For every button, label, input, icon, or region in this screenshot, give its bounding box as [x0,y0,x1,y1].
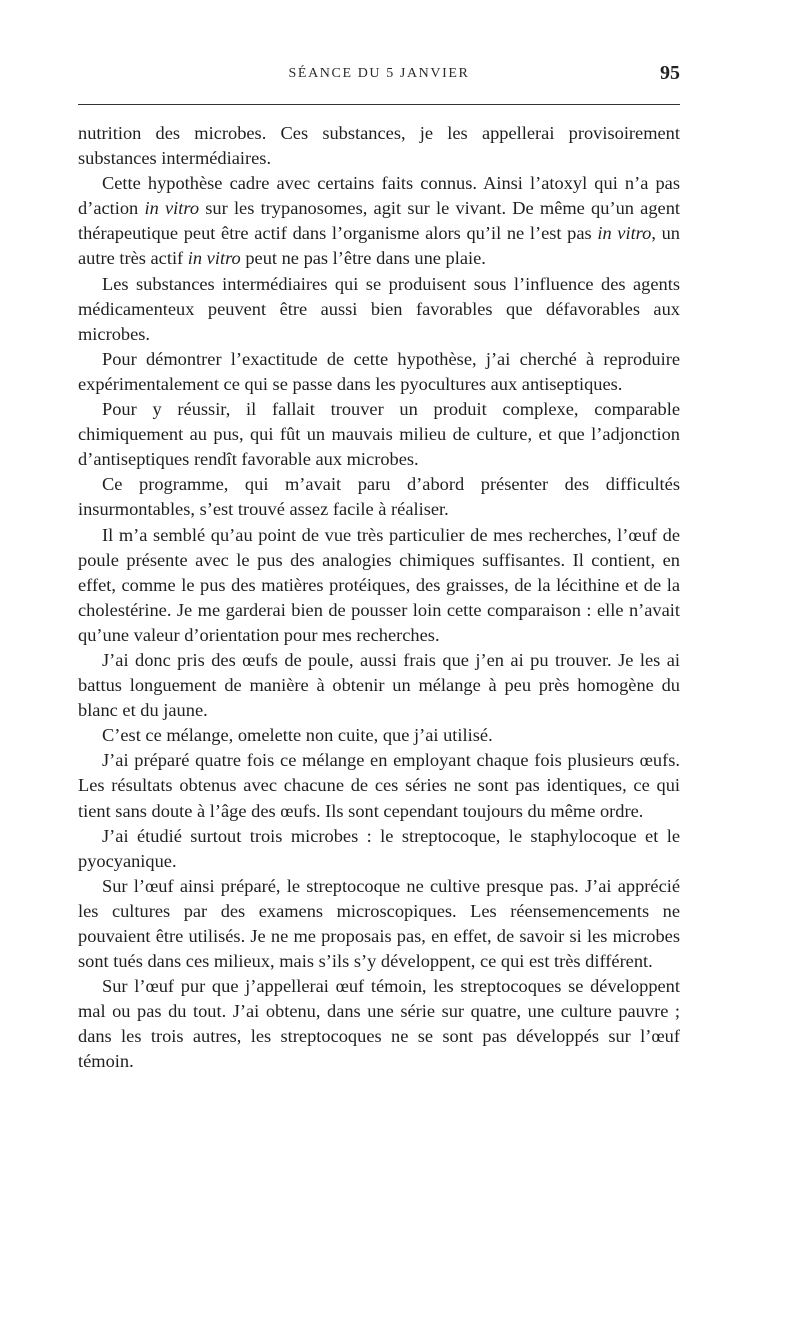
paragraph: Ce programme, qui m’avait paru d’abord présenter des difficultés insurmontables, s’est trouvé assez facile à réaliser. [78,474,680,520]
paragraph: J’ai préparé quatre fois ce mélange en employant chaque fois plusieurs œufs. Les résultats obtenus avec chacune de ces séries ne sont pas identiques, ce qui tient sans doute à l’âge des œufs. Ils sont cependant toujours du même ordre. [78,750,680,821]
paragraph: nutrition des microbes. Ces substances, je les appellerai provisoirement substances intermédiaires. [78,123,680,169]
running-head [78,62,680,86]
running-title: SÉANCE DU 5 JANVIER [288,66,470,81]
paragraph: J’ai étudié surtout trois microbes : le streptocoque, le staphylocoque et le pyocyanique. [78,825,680,871]
paragraph: Pour démontrer l’exactitude de cette hypothèse, j’ai cherché à reproduire expérimentalement ce qui se passe dans les pyocultures aux antiseptiques. [78,348,680,394]
text-run: sur les trypanosomes, agit sur le vivant. De même qu’un agent thérapeutique peut être actif dans l’organisme alors qu’il ne l’est pas [78,198,680,244]
paragraph: Il m’a semblé qu’au point de vue très particulier de mes recherches, l’œuf de poule présente avec le pus des analogies chimiques suffisantes. Il contient, en effet, comme le pus des matières protéiques, des graisses, de la lécithine et de la cholestérine. Je me garderai bien de pousser loin cette comparaison : elle n’avait qu’une valeur d’orientation pour mes recherches. [78,524,680,645]
paragraph: Sur l’œuf pur que j’appellerai œuf témoin, les streptocoques se développent mal ou pas du tout. J’ai obtenu, dans une série sur quatre, une culture pauvre ; dans les trois autres, les streptocoques ne se sont pas développés sur l’œuf témoin. [78,976,680,1072]
italic-term: in vitro [144,198,200,219]
paragraph: J’ai donc pris des œufs de poule, aussi frais que j’en ai pu trouver. Je les ai battus longuement de manière à obtenir un mélange à peu près homogène du blanc et du jaune. [78,649,680,721]
page-number: 95 [660,62,680,84]
paragraph: C’est ce mélange, omelette non cuite, que j’ai utilisé. [102,725,493,746]
paragraph [78,171,680,271]
text-run: peut ne pas l’être dans une plaie. [240,248,486,269]
text-run: , un autre très actif [78,223,680,269]
paragraph: Sur l’œuf ainsi préparé, le streptocoque ne cultive presque pas. J’ai apprécié les cultures par des examens microscopiques. Les réensemencements ne pouvaient être utilisés. Je ne me proposais pas, en effet, de savoir si les microbes sont tués dans ces milieux, mais s’ils s’y développent, ce qui est très différent. [78,875,680,972]
text-run: Cette hypothèse cadre avec certains faits connus. Ainsi l’atoxyl qui n’a pas d’action [78,173,680,219]
italic-term: in vitro [597,223,652,244]
paragraph: Pour y réussir, il fallait trouver un produit complexe, comparable chimiquement au pus, qui fût un mauvais milieu de culture, et que l’adjonction d’antiseptiques rendît favorable aux microbes. [78,399,680,470]
paragraph: Les substances intermédiaires qui se produisent sous l’influence des agents médicamenteux peuvent être aussi bien favorables que défavorables aux microbes. [78,273,680,344]
italic-term: in vitro [187,248,241,269]
header-rule [78,104,680,105]
body-text [78,121,680,1075]
